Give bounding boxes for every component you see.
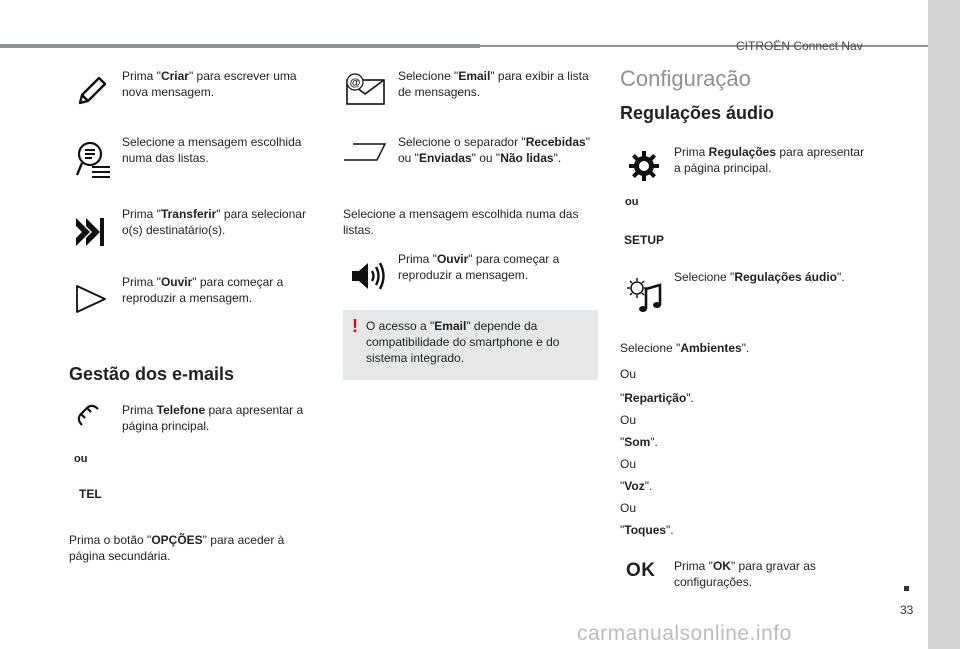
setup-key-label: SETUP	[624, 233, 665, 247]
page-marker	[904, 586, 909, 591]
transfer-instruction: Prima "Transferir" para selecionar o(s) destinatário(s).	[122, 207, 306, 237]
page-number: 33	[900, 603, 914, 617]
compatibility-note-text: O acesso a "Email" depende da compatibilidade do smartphone e do sistema integrado.	[366, 319, 560, 365]
repartition-option: "Repartição".	[620, 391, 694, 405]
select-list-instruction: Selecione a mensagem escolhida numa das listas.	[122, 135, 302, 165]
header-rule-dark	[0, 44, 480, 48]
or-text-3: Ou	[620, 457, 637, 471]
email-envelope-icon	[345, 72, 387, 106]
pencil-icon	[74, 74, 108, 108]
section-title-audio: Regulações áudio	[620, 103, 775, 123]
email-instruction: Selecione "Email" para exibir a lista de mensagens.	[398, 69, 589, 99]
listen-instruction-2: Prima "Ouvir" para começar a reproduzir a mensagem.	[398, 252, 560, 282]
warning-mark: !	[352, 316, 358, 336]
or-label: ou	[74, 453, 88, 465]
or-label-2: ou	[625, 196, 639, 208]
page-title: Configuração	[620, 66, 751, 91]
watermark: carmanualsonline.info	[577, 622, 792, 645]
options-instruction: Prima o botão "OPÇÕES" para aceder à página secundária.	[69, 533, 285, 563]
ambient-instruction: Selecione "Ambientes".	[620, 341, 750, 355]
phone-instruction: Prima Telefone para apresentar a página principal.	[122, 403, 304, 433]
or-text-1: Ou	[620, 367, 637, 381]
or-text-4: Ou	[620, 501, 637, 515]
play-icon	[74, 284, 108, 314]
audio-instruction: Selecione "Regulações áudio".	[674, 270, 845, 284]
ok-instruction: Prima "OK" para gravar as configurações.	[674, 559, 816, 589]
message-list-icon	[72, 137, 112, 181]
phone-icon	[76, 403, 102, 429]
audio-settings-icon	[624, 275, 664, 315]
ok-key-label: OK	[626, 560, 656, 581]
speaker-icon	[350, 260, 386, 292]
page-side-strip	[928, 0, 960, 649]
svg-text:@: @	[349, 77, 361, 89]
voice-option: "Voz".	[620, 479, 653, 493]
select-list-instruction-2: Selecione a mensagem escolhida numa das listas.	[343, 207, 579, 237]
or-text-2: Ou	[620, 413, 637, 427]
sound-option: "Som".	[620, 435, 658, 449]
touches-option: "Toques".	[620, 523, 674, 537]
tab-instruction: Selecione o separador "Recebidas" ou "Enviadas" ou "Não lidas".	[398, 135, 590, 165]
tab-separator-icon	[343, 142, 389, 162]
transfer-arrow-icon	[74, 216, 106, 248]
section-title-email: Gestão dos e-mails	[69, 364, 235, 384]
listen-instruction: Prima "Ouvir" para começar a reproduzir a mensagem.	[122, 275, 284, 305]
gear-icon	[628, 150, 660, 182]
settings-instruction: Prima Regulações para apresentar a página principal.	[674, 145, 865, 175]
compose-instruction: Prima "Criar" para escrever uma nova mensagem.	[122, 69, 297, 99]
tel-key-label: TEL	[79, 487, 102, 501]
brand-label: CITROËN Connect Nav	[736, 39, 863, 53]
